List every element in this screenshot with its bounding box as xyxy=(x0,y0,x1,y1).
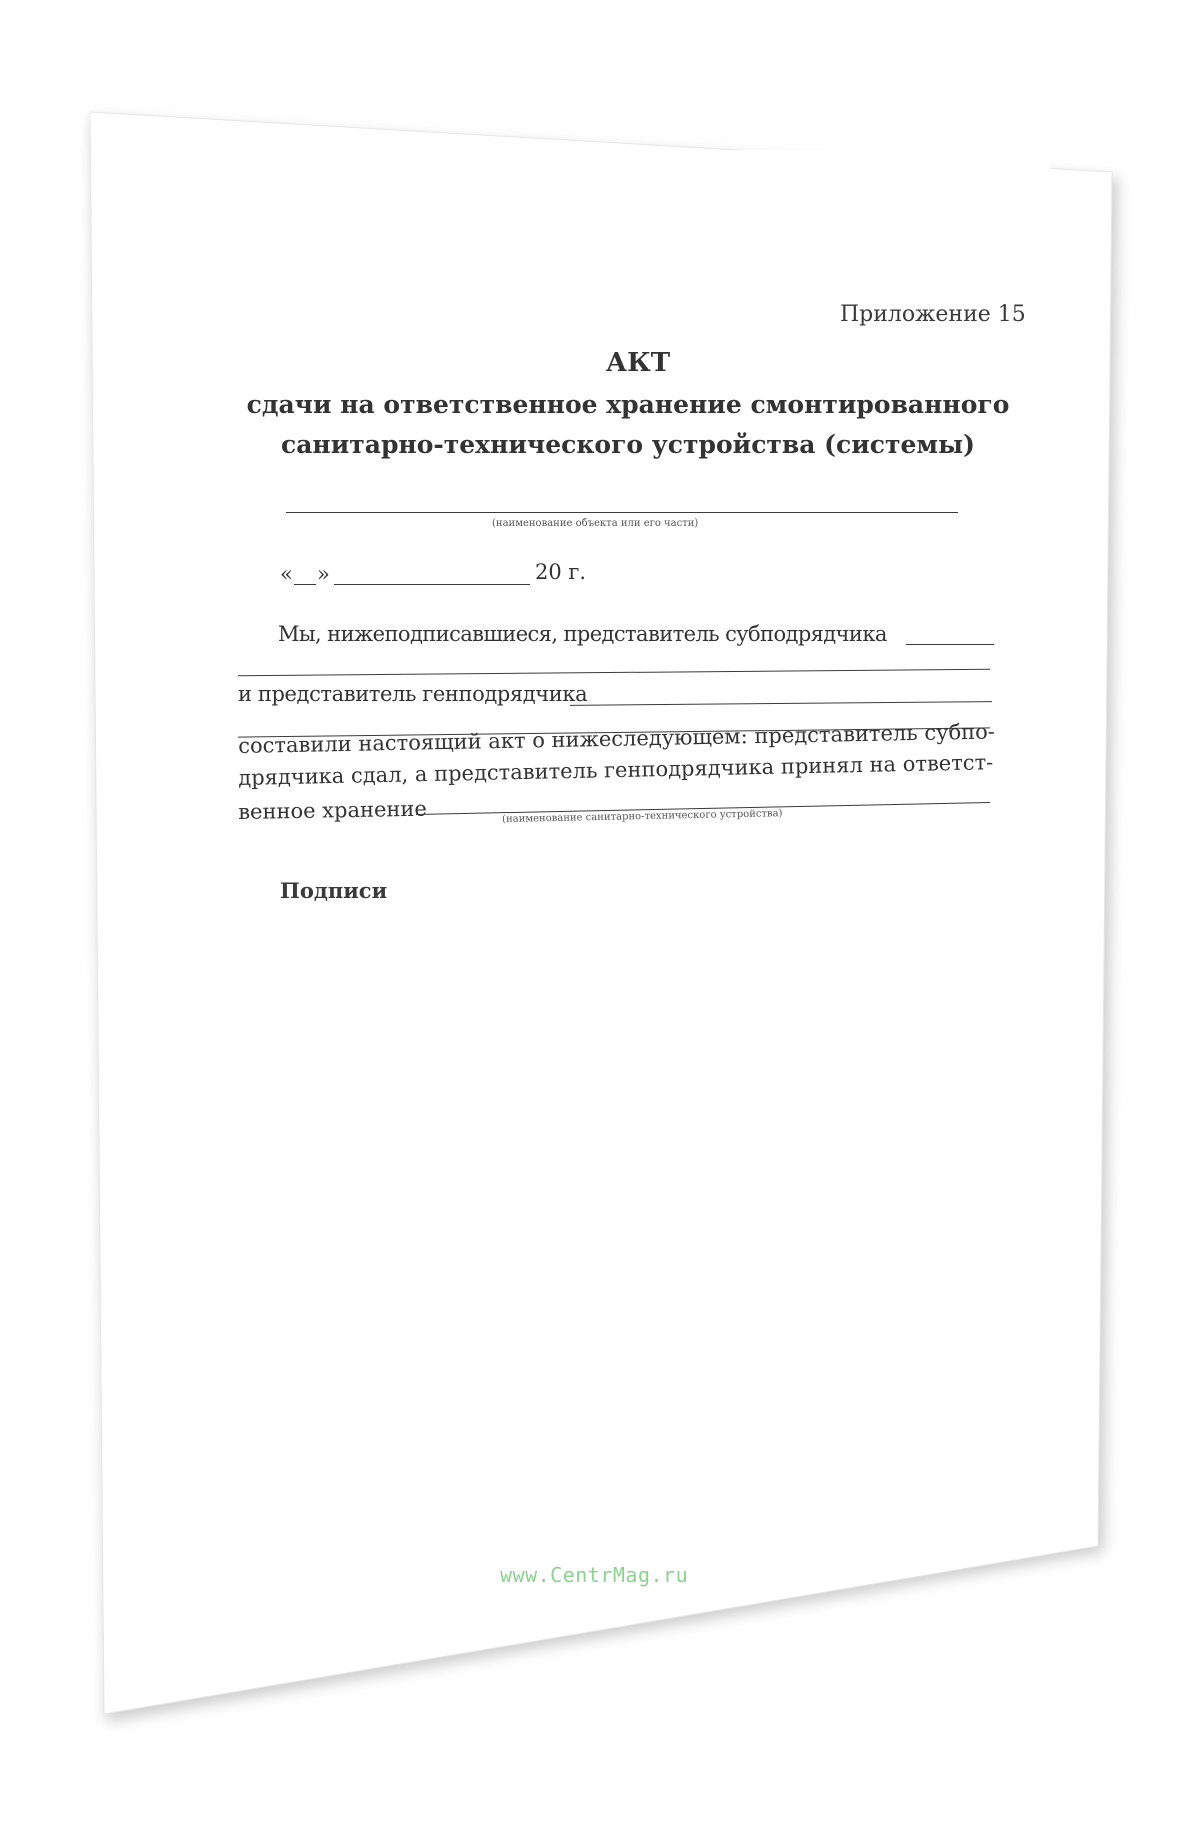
act-body-line-3: венное хранение xyxy=(238,796,428,824)
object-name-line xyxy=(286,512,958,513)
date-month-line xyxy=(334,584,530,585)
act-body-line-1: составили настоящий акт о нижеследующем: представитель субпо- xyxy=(238,719,996,758)
object-name-caption: (наименование объекта или его части) xyxy=(492,518,699,529)
act-subtitle-line-1: сдачи на ответственное хранение смонтированного xyxy=(246,390,1010,419)
device-name-caption: (наименование санитарно-технического устройства) xyxy=(502,808,783,825)
act-subtitle-line-2: санитарно-технического устройства (системы) xyxy=(281,430,975,459)
date-quote-open: « xyxy=(280,562,293,586)
signatures-heading: Подписи xyxy=(280,878,388,903)
act-body-line-2: дрядчика сдал, а представитель генподрядчика принял на ответст- xyxy=(238,750,994,790)
date-day-line xyxy=(294,584,316,585)
document-page xyxy=(190,150,1050,1550)
subcontractor-line-1 xyxy=(906,644,994,645)
date-quote-close: » xyxy=(317,562,330,586)
date-year: 20 г. xyxy=(535,560,587,584)
act-title: АКТ xyxy=(605,348,671,378)
subcontractor-line-2 xyxy=(238,669,990,677)
general-contractor-text: и представитель генподрядчика xyxy=(238,682,588,706)
appendix-label: Приложение 15 xyxy=(840,302,1026,327)
site-watermark: www.CentrMag.ru xyxy=(500,1563,689,1587)
general-contractor-line-1 xyxy=(570,701,992,706)
subcontractor-text: Мы, нижеподписавшиеся, представитель субподрядчика xyxy=(278,622,887,646)
